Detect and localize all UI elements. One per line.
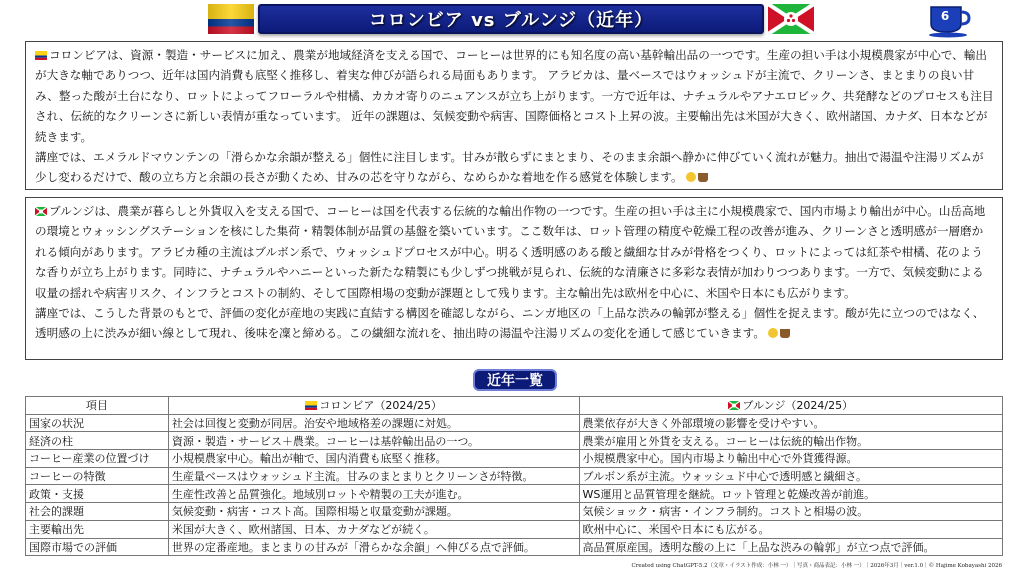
page-title: コロンビア vs ブルンジ（近年） [368, 10, 654, 31]
table-row [26, 538, 1003, 556]
colombia-paragraph-2-text: 講座では、エメラルドマウンテンの「滑らかな余韻が整える」個性に注目します。甘みが散らずにまとまり、そのまま余韻へ静かに伸びていく流れが魅力。抽出で湯温や注湯リズムが少し変わるだけで、酸の立ち方と余韻の長さが動くため、甘みの芯を守りながら、なめらかな着地を作る感覚を体験します。 [35, 150, 984, 185]
table-cell-burundi: WS運用と品質管理を継続。ロット管理と乾燥改善が前進。 [579, 485, 1002, 503]
table-row [26, 414, 1003, 432]
table-cell-colombia: 資源・製造・サービス＋農業。コーヒーは基幹輸出品の一つ。 [168, 432, 579, 450]
table-row [26, 467, 1003, 485]
table-cell-burundi: ブルボン系が主流。ウォッシュド中心で透明感と繊細さ。 [579, 467, 1002, 485]
page-title-bar [258, 4, 764, 34]
table-cell-item: 経済の柱 [26, 432, 169, 450]
table-cell-item: 社会的課題 [26, 503, 169, 521]
table-cell-burundi: 欧州中心に、米国や日本にも広がる。 [579, 520, 1002, 538]
footer-credit: Created using ChatGPT-5.2（文章・イラスト作成：小林 一）｜写真・商品表記：小林 一）｜2026年3月｜ver.1.0｜© Hajime Kobayashi 2026 [631, 563, 1002, 569]
table-cell-burundi: 気候ショック・病害・インフラ制約。コストと相場の波。 [579, 503, 1002, 521]
table-row [26, 485, 1003, 503]
colombia-description [25, 41, 1003, 190]
table-header-burundi [579, 397, 1002, 415]
burundi-flag-icon [35, 207, 47, 216]
burundi-flag-icon [728, 401, 740, 410]
table-cell-burundi: 農業が雇用と外貨を支える。コーヒーは伝統的輸出作物。 [579, 432, 1002, 450]
coffee-emoji-icon [698, 173, 708, 182]
colombia-paragraph-2 [35, 147, 994, 188]
table-cell-colombia: 小規模農家中心。輸出が軸で、国内消費も底堅く推移。 [168, 450, 579, 468]
burundi-paragraph-1-text: ブルンジは、農業が暮らしと外貨収入を支える国で、コーヒーは国を代表する伝統的な輸出作物の一つです。生産の担い手は主に小規模農家で、国内市場より輸出が中心。山岳高地の環境とウォッシングステーションを核にした集荷・精製体制が品質の基盤を築いています。ここ数年は、ロット管理の精度や乾燥工程の改善が進み、クリーンさと透明感が一層磨かれる傾向があります。アラビカ種の主流はブルボン系で、ウォッシュドプロセスが中心。明るく透明感のある酸と繊細な甘みが骨格をつくり、ロットによっては紅茶や柑橘、花のような香りが立ち上がります。同時に、ナチュラルやハニーといった新たな精製にも少しずつ挑戦が見られ、伝統的な清廉さに多彩な表情が加わりつつあります。一方で、気候変動による収量の揺れや病害リスク、インフラとコストの制約、そして国際相場の変動が課題として残ります。主な輸出先は欧州を中心に、米国や日本にも広がります。 [35, 204, 986, 300]
table-cell-colombia: 生産性改善と品質強化。地域別ロットや精製の工夫が進む。 [168, 485, 579, 503]
table-cell-burundi: 小規模農家中心。国内市場より輸出中心で外貨獲得源。 [579, 450, 1002, 468]
coffee-emoji-icon [780, 329, 790, 338]
table-cell-colombia: 世界の定番産地。まとまりの甘みが「滑らかな余韻」へ伸びる点で評価。 [168, 538, 579, 556]
table-cell-burundi: 高品質原産国。透明な酸の上に「上品な渋みの輪郭」が立つ点で評価。 [579, 538, 1002, 556]
table-cell-item: 国家の状況 [26, 414, 169, 432]
table-cell-item: コーヒーの特徴 [26, 467, 169, 485]
table-cell-colombia: 生産量ベースはウォッシュド主流。甘みのまとまりとクリーンさが特徴。 [168, 467, 579, 485]
table-cell-colombia: 米国が大きく、欧州諸国、日本、カナダなどが続く。 [168, 520, 579, 538]
burundi-paragraph-2 [35, 303, 994, 344]
colombia-flag-icon [305, 401, 317, 410]
table-cell-item: コーヒー産業の位置づけ [26, 450, 169, 468]
table-header-colombia [168, 397, 579, 415]
colombia-flag-icon [208, 4, 254, 34]
table-row [26, 432, 1003, 450]
table-header-row [26, 397, 1003, 415]
colombia-flag-icon [35, 51, 47, 60]
colombia-paragraph-1 [35, 45, 994, 147]
burundi-description [25, 197, 1003, 360]
table-header-item: 項目 [26, 397, 169, 415]
table-cell-colombia: 社会は回復と変動が同居。治安や地域格差の課題に対処。 [168, 414, 579, 432]
burundi-paragraph-2-text: 講座では、こうした背景のもとで、評価の変化が産地の実践に直結する構図を確認しながら、ニンガ地区の「上品な渋みの輪郭が整える」個性を捉えます。酸が先に立つのではなく、透明感の上に渋みが細い線として現れ、後味を凜と締める。この繊細な流れを、抽出時の湯温や注湯リズムの変化を通して感じていきます。 [35, 306, 985, 341]
table-cell-item: 国際市場での評価 [26, 538, 169, 556]
table-row [26, 520, 1003, 538]
table-cell-colombia: 気候変動・病害・コスト高。国際相場と収量変動が課題。 [168, 503, 579, 521]
burundi-paragraph-1 [35, 201, 994, 303]
smile-emoji-icon [768, 328, 778, 338]
smile-emoji-icon [686, 172, 696, 182]
section-label: 近年一覧 [473, 369, 557, 391]
burundi-flag-icon [768, 4, 814, 34]
table-cell-item: 政策・支援 [26, 485, 169, 503]
page-number: 6 [940, 9, 950, 23]
table-row [26, 450, 1003, 468]
table-cell-item: 主要輸出先 [26, 520, 169, 538]
table-header-colombia-label: コロンビア（2024/25） [319, 399, 443, 413]
table-cell-burundi: 農業依存が大きく外部環境の影響を受けやすい。 [579, 414, 1002, 432]
table-row [26, 503, 1003, 521]
colombia-paragraph-1-text: コロンビアは、資源・製造・サービスに加え、農業が地域経済を支える国で、コーヒーは世界的にも知名度の高い基幹輸出品の一つです。生産の担い手は小規模農家が中心で、輸出が大きな軸でありつつ、近年は国内消費も底堅く推移し、着実な伸びが語られる局面もあります。 アラビカは、量ベースではウォッシュドが主流で、クリーンさ、まとまりの良い甘み、整った酸が土台になり、ロットによってフローラルや柑橘、カカオ寄りのニュアンスが立ち上がります。一方で近年は、ナチュラルやアナエロビック、共発酵などのプロセスも注目され、伝統的なクリーンさに新しい表情が重なっています。 近年の課題は、気候変動や病害、国際価格とコスト上昇の波。主要輸出先は米国が大きく、欧州諸国、カナダ、日本などが続きます。 [35, 48, 994, 144]
comparison-table [25, 396, 1003, 556]
table-header-burundi-label: ブルンジ（2024/25） [742, 399, 854, 413]
